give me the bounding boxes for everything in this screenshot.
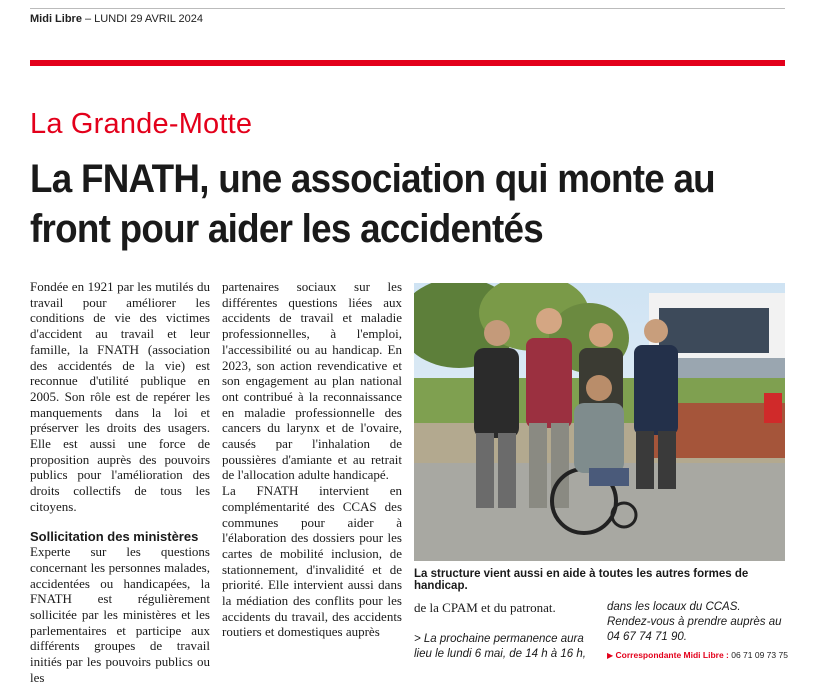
article-headline: La FNATH, une association qui monte au front pour aider les accidentés [30,157,715,251]
paragraph: Fondée en 1921 par les mutilés du travail pour améliorer les conditions de vie des victimes d'accident au travail et leur famille, la FNATH (association des accidentés de la vie) est reconnue d'utilité publique en 2005. Son rôle est de repérer les manquements dans la loi et préserver les droits des usagers. Elle est aussi une force de proposition auprès des pouvoirs publics pour l'amélioration des droits collectifs de tous les citoyens. [30,279,210,514]
article-kicker: La Grande-Motte [30,108,253,140]
section-subhead: Sollicitation des ministères [30,528,199,544]
paragraph: La FNATH intervient en complémentarité des CCAS des communes pour aider à l'élaboration des dossiers pour les cartes de mobilité inclusion, de stationnement, d'invalidité et de priorité. Elle intervient aussi dans la médiation des conflits pour les accidents du travail, des accidents routiers et domestiques auprès [222,483,402,640]
triangle-icon: ▶ [607,651,614,660]
article-photo [414,283,785,561]
top-rule [30,8,785,9]
paragraph: Experte sur les questions concernant les personnes malades, accidentées ou handicapées, la FNATH est régulièrement sollicitée par les ministères et les parlementaires et participe aux différents groupes de travail initiés par les pouvoirs publics ou les [30,544,210,685]
photo-caption: La structure vient aussi en aide à toutes les autres formes de handicap. [414,568,749,592]
correspondent-label: Correspondante Midi Libre : [615,650,729,660]
paragraph: partenaires sociaux sur les différentes questions liées aux accidents de travail et maladie professionnelles, à l'emploi, l'accessibilité ou au handicap. En 2023, son action revendicative et son engagement au plan national ont contribué à la reconnaissance en maladie professionnelle des cancers du larynx et de l'ovaire, causés par l'inhalation de poussières d'amiante et au retrait de l'allocation adulte handicapé. [222,279,402,483]
paper-name: Midi Libre [30,13,82,25]
article-column-1 [30,279,210,686]
masthead [30,13,203,25]
red-rule [30,60,785,66]
group-photo-image [414,283,785,561]
article-column-3-text: de la CPAM et du patronat. [414,600,556,615]
permanence-note: > La prochaine permanence aura lieu le lundi 6 mai, de 14 h à 16 h, [414,633,586,660]
correspondent-phone: 06 71 09 73 75 [728,650,788,660]
article-column-2 [222,279,402,640]
edition-date: – LUNDI 29 AVRIL 2024 [81,13,204,25]
correspondent-line [607,650,797,660]
article-column-4-text: dans les locaux du CCAS. Rendez-vous à prendre auprès au 04 67 74 71 90. [607,601,782,643]
